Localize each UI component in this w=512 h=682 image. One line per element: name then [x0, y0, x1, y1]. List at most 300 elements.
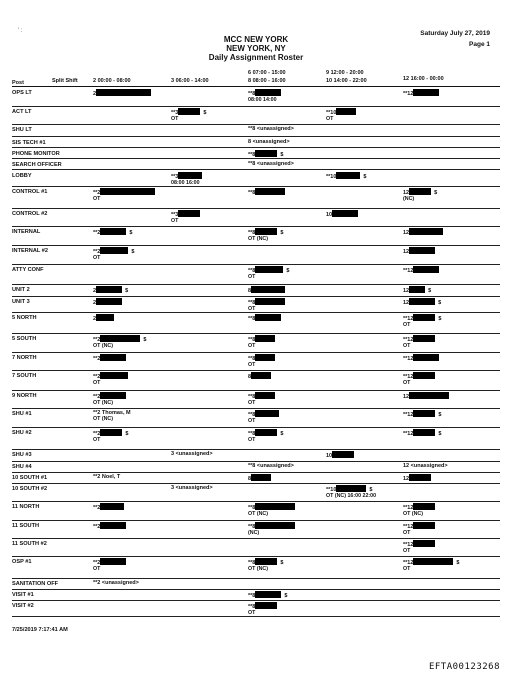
redaction-block [413, 266, 439, 273]
shift-cell [403, 298, 441, 306]
assignment-note: OT [171, 218, 179, 225]
row-divider [12, 284, 500, 285]
col-post: Post [12, 80, 24, 86]
shift-cell [248, 89, 281, 104]
row-divider [12, 556, 500, 557]
assignment-text: **12 [403, 374, 414, 380]
assignment-text: **8 [248, 431, 256, 437]
redaction-block [332, 210, 358, 217]
post-label: VISIT #2 [12, 603, 34, 609]
assignment-text: **8 [248, 560, 256, 566]
redaction-block [413, 335, 435, 342]
assignment-text: **8 [248, 593, 256, 599]
assignment-text: **2 [93, 524, 101, 530]
row-divider [12, 538, 500, 539]
row-divider [12, 208, 500, 209]
assignment-note: OT [171, 116, 179, 123]
col-shift-3: 3 06:00 - 14:00 [171, 78, 209, 84]
redaction-block [251, 286, 285, 293]
post-label: CONTROL #1 [12, 189, 48, 195]
pay-flag: $ [143, 337, 147, 343]
shift-cell [403, 429, 441, 437]
redaction-block [255, 591, 281, 598]
redaction-block [100, 372, 128, 379]
assignment-note: OT (NC) [93, 400, 114, 407]
shift-cell [93, 228, 132, 236]
post-label: SANITATION OFF [12, 581, 59, 587]
shift-cell [403, 266, 439, 274]
shift-cell [93, 372, 128, 387]
post-label: OSP #1 [12, 559, 32, 565]
assignment-text: **2 [93, 431, 101, 437]
shift-cell [93, 335, 146, 350]
post-label: 7 SOUTH [12, 373, 37, 379]
post-label: 11 SOUTH #2 [12, 541, 47, 547]
redaction-block [255, 392, 275, 399]
shift-cell [326, 485, 376, 500]
assignment-note: (NC) [403, 196, 415, 203]
assignment-text: 8 [248, 374, 252, 380]
assignment-note: 08:00 16:00 [171, 180, 200, 187]
redaction-block [100, 188, 155, 195]
row-divider [12, 106, 500, 107]
shift-cell [248, 335, 275, 350]
redaction-block [413, 314, 435, 321]
redaction-block [336, 172, 360, 179]
col-split-shift: Split Shift [52, 78, 78, 84]
facility-name: MCC NEW YORK [223, 35, 289, 44]
redaction-block [255, 503, 295, 510]
assignment-text: **2 [93, 560, 101, 566]
shift-cell [248, 522, 295, 537]
assignment-text: **10 [326, 487, 337, 493]
shift-cell [403, 354, 439, 362]
col-shift-8: 8 08:00 - 16:00 [248, 78, 286, 84]
post-label: 5 NORTH [12, 315, 37, 321]
row-divider [12, 472, 500, 473]
shift-cell [93, 558, 126, 573]
redaction-block [409, 228, 443, 235]
post-label: OPS LT [12, 90, 32, 96]
pay-flag: $ [284, 593, 288, 599]
assignment-note: OT [93, 380, 101, 387]
shift-cell [248, 266, 289, 281]
assignment-note: OT (NC) [248, 511, 269, 518]
redaction-block [413, 354, 439, 361]
shift-cell [248, 126, 294, 132]
assignment-text: **8 [248, 505, 256, 511]
post-label: 11 NORTH [12, 504, 40, 510]
shift-cell [403, 522, 435, 537]
assignment-text: **12 [403, 91, 414, 97]
redaction-block [251, 372, 271, 379]
shift-cell [93, 298, 122, 306]
redaction-block [413, 503, 435, 510]
assignment-text: 12 [403, 190, 410, 196]
post-label: 11 SOUTH [12, 523, 40, 529]
assignment-text: 2 [93, 91, 97, 97]
redaction-block [255, 429, 277, 436]
assignment-note: OT [248, 610, 256, 617]
pay-flag: $ [369, 487, 373, 493]
shift-cell [326, 108, 356, 123]
print-timestamp: 7/25/2019 7:17:41 AM [12, 627, 68, 633]
post-label: 9 NORTH [12, 393, 37, 399]
shift-cell [248, 161, 294, 167]
assignment-text: **2 [93, 337, 101, 343]
shift-cell [248, 503, 295, 518]
shift-cell [171, 485, 213, 491]
post-label: INTERNAL [12, 229, 41, 235]
assignment-note: OT (NC) [93, 343, 114, 350]
shift-cell [403, 474, 431, 482]
redaction-block [332, 451, 354, 458]
row-divider [12, 169, 500, 170]
redaction-block [413, 522, 435, 529]
assignment-note: OT [326, 116, 334, 123]
shift-cell [248, 602, 277, 617]
pay-flag: $ [280, 431, 284, 437]
assignment-note: OT (NC) 16:00 22:00 [326, 493, 377, 500]
assignment-text: **8 [248, 524, 256, 530]
redaction-block [255, 335, 275, 342]
redaction-block [413, 410, 435, 417]
redaction-block [409, 298, 435, 305]
facility-location: NEW YORK, NY [226, 44, 286, 53]
post-label: SIS TECH #1 [12, 140, 46, 146]
redaction-block [255, 410, 279, 417]
assignment-text: **2 Noel, T [93, 474, 121, 480]
col-shift-6: 6 07:00 - 15:00 [248, 70, 286, 76]
post-label: CONTROL #2 [12, 211, 48, 217]
assignment-text: 12 [403, 394, 410, 400]
redaction-block [336, 108, 356, 115]
assignment-text: **2 Thomas, M [93, 410, 131, 416]
shift-cell [326, 210, 358, 218]
pay-flag: $ [129, 230, 133, 236]
assignment-note: OT [248, 437, 256, 444]
shift-cell [248, 139, 290, 145]
document-title: Daily Assignment Roster [208, 53, 304, 62]
redaction-block [413, 558, 453, 565]
assignment-note: OT [403, 380, 411, 387]
assignment-text: **8 [248, 190, 256, 196]
assignment-text: **12 [403, 524, 414, 530]
redaction-block [100, 558, 126, 565]
redaction-block [100, 247, 128, 254]
pay-flag: $ [125, 288, 129, 294]
post-label: INTERNAL #2 [12, 248, 48, 254]
assignment-note: OT [93, 437, 101, 444]
post-label: ATTY CONF [12, 267, 44, 273]
row-divider [12, 186, 500, 187]
assignment-text: **3 [171, 110, 179, 116]
assignment-text: **8 <unassigned> [248, 463, 294, 469]
redaction-block [255, 228, 277, 235]
shift-cell [248, 372, 271, 380]
shift-cell [248, 392, 275, 407]
shift-cell [93, 247, 134, 262]
assignment-note: OT [403, 322, 411, 329]
assignment-text: **12 [403, 542, 414, 548]
shift-cell [403, 558, 459, 573]
redaction-block [255, 298, 285, 305]
pay-flag: $ [280, 152, 284, 158]
assignment-note: OT [248, 306, 256, 313]
assignment-note: 08:00 14:00 [248, 97, 277, 104]
post-label: ACT LT [12, 109, 32, 115]
assignment-text: 3 <unassigned> [171, 451, 213, 457]
redaction-block [255, 354, 275, 361]
redaction-block [413, 429, 435, 436]
assignment-text: 3 <unassigned> [171, 485, 213, 491]
shift-cell [403, 314, 441, 329]
shift-cell [326, 172, 366, 180]
redaction-block [255, 314, 281, 321]
row-divider [12, 461, 500, 462]
pay-flag: $ [456, 560, 460, 566]
col-shift-12: 12 16:00 - 00:00 [403, 76, 444, 82]
redaction-block [178, 172, 202, 179]
shift-cell [93, 522, 126, 530]
assignment-text: **8 [248, 412, 256, 418]
pay-flag: $ [280, 560, 284, 566]
assignment-note: OT (NC) [248, 236, 269, 243]
assignment-text: **2 [93, 249, 101, 255]
assignment-note: OT [93, 196, 101, 203]
col-shift-10: 10 14:00 - 22:00 [326, 78, 367, 84]
row-divider [12, 296, 500, 297]
assignment-text: **12 [403, 412, 414, 418]
post-label: UNIT 2 [12, 287, 30, 293]
assignment-text: **3 [171, 212, 179, 218]
assignment-note: OT [248, 274, 256, 281]
post-label: VISIT #1 [12, 592, 34, 598]
assignment-text: **10 [326, 174, 337, 180]
shift-cell [248, 298, 285, 313]
assignment-text: **8 [248, 268, 256, 274]
redaction-block [413, 89, 439, 96]
assignment-text: **2 <unassigned> [93, 580, 139, 586]
row-divider [12, 589, 500, 590]
assignment-text: 10 [326, 453, 333, 459]
assignment-note: OT [93, 566, 101, 573]
shift-cell [93, 503, 124, 511]
assignment-text: **12 [403, 560, 414, 566]
assignment-text: **12 [403, 337, 414, 343]
assignment-text: **12 [403, 316, 414, 322]
assignment-text: 12 [403, 300, 410, 306]
col-shift-9: 9 12:00 - 20:00 [326, 70, 364, 76]
shift-cell [403, 188, 437, 203]
post-label: SHU #1 [12, 411, 32, 417]
redaction-block [413, 540, 435, 547]
row-divider [12, 578, 500, 579]
post-label: SHU #3 [12, 452, 32, 458]
shift-cell [403, 372, 435, 387]
redaction-block [409, 286, 425, 293]
assignment-text: 8 [248, 476, 252, 482]
assignment-note: (NC) [248, 530, 260, 537]
shift-cell [248, 463, 294, 469]
pay-flag: $ [438, 316, 442, 322]
shift-cell [171, 108, 206, 123]
assignment-note: OT [248, 418, 256, 425]
row-divider [12, 226, 500, 227]
row-divider [12, 333, 500, 334]
redaction-block [255, 150, 277, 157]
redaction-block [255, 558, 277, 565]
assignment-text: **8 <unassigned> [248, 126, 294, 132]
redaction-block [178, 108, 200, 115]
shift-cell [93, 474, 120, 480]
assignment-note: OT [248, 343, 256, 350]
redaction-block [96, 298, 122, 305]
assignment-note: OT (NC) [248, 566, 269, 573]
shift-cell [403, 392, 449, 400]
assignment-text: **12 [403, 268, 414, 274]
assignment-text: **8 <unassigned> [248, 161, 294, 167]
shift-cell [403, 286, 431, 294]
assignment-text: 12 <unassigned> [403, 463, 448, 469]
row-divider [12, 408, 500, 409]
assignment-text: **10 [326, 110, 337, 116]
row-divider [12, 501, 500, 502]
shift-cell [93, 188, 155, 203]
assignment-note: OT [403, 530, 411, 537]
assignment-text: 2 [93, 288, 97, 294]
post-label: SEARCH OFFICER [12, 162, 62, 168]
post-label: SHU #2 [12, 430, 32, 436]
assignment-text: 12 [403, 230, 410, 236]
redaction-block [336, 485, 366, 492]
assignment-text: **2 [93, 374, 101, 380]
assignment-text: **8 [248, 394, 256, 400]
pay-flag: $ [125, 431, 129, 437]
row-divider [12, 390, 500, 391]
assignment-text: 12 [403, 288, 410, 294]
assignment-note: OT [93, 255, 101, 262]
assignment-text: **2 [93, 190, 101, 196]
assignment-text: **2 [93, 505, 101, 511]
assignment-text: **8 [248, 316, 256, 322]
shift-cell [93, 580, 139, 586]
pay-flag: $ [438, 412, 442, 418]
shift-cell [403, 89, 439, 97]
shift-cell [93, 89, 151, 97]
post-label: UNIT 3 [12, 299, 30, 305]
page-number: Page 1 [469, 41, 490, 48]
redaction-block [413, 372, 435, 379]
assignment-text: **8 [248, 230, 256, 236]
redaction-block [409, 474, 431, 481]
assignment-text: **2 [93, 356, 101, 362]
redaction-block [255, 266, 283, 273]
shift-cell [248, 354, 275, 369]
assignment-note: OT [248, 362, 256, 369]
redaction-block [96, 89, 151, 96]
redaction-block [100, 228, 126, 235]
shift-cell [248, 410, 279, 425]
assignment-text: **3 [171, 174, 179, 180]
assignment-text: 12 [403, 249, 410, 255]
assignment-note: OT [403, 343, 411, 350]
row-divider [12, 124, 500, 125]
assignment-text: 8 [248, 288, 252, 294]
assignment-text: **8 [248, 337, 256, 343]
pay-flag: $ [280, 230, 284, 236]
shift-cell [93, 354, 126, 362]
pay-flag: $ [203, 110, 207, 116]
redaction-block [251, 474, 271, 481]
pay-flag: $ [438, 300, 442, 306]
row-divider [12, 147, 500, 148]
shift-cell [171, 451, 213, 457]
shift-cell [248, 591, 287, 599]
shift-cell [403, 410, 441, 418]
assignment-text: **8 [248, 152, 256, 158]
shift-cell [93, 286, 128, 294]
post-label: 10 SOUTH #2 [12, 486, 48, 492]
assignment-note: OT [403, 566, 411, 573]
row-divider [12, 600, 500, 601]
assignment-text: **8 [248, 91, 256, 97]
redaction-block [255, 602, 277, 609]
shift-cell [248, 314, 281, 322]
row-divider [12, 520, 500, 521]
shift-cell [403, 335, 435, 350]
redaction-block [409, 247, 435, 254]
shift-cell [403, 503, 435, 518]
post-label: 10 SOUTH #1 [12, 475, 48, 481]
pay-flag: $ [363, 174, 367, 180]
shift-cell [93, 392, 126, 407]
assignment-text: **12 [403, 505, 414, 511]
assignment-text: **8 [248, 300, 256, 306]
pay-flag: $ [434, 190, 438, 196]
redaction-block [255, 522, 295, 529]
redaction-block [255, 188, 285, 195]
row-divider [12, 352, 500, 353]
shift-cell [326, 451, 354, 459]
shift-cell [248, 150, 283, 158]
post-label: 7 NORTH [12, 355, 37, 361]
row-divider [12, 427, 500, 428]
scan-marks: ' : [18, 28, 23, 34]
roster-date: Saturday July 27, 2019 [420, 30, 490, 37]
redaction-block [100, 429, 122, 436]
shift-cell [248, 474, 271, 482]
pay-flag: $ [131, 249, 135, 255]
row-divider [12, 370, 500, 371]
row-divider [12, 264, 500, 265]
shift-cell [248, 188, 285, 196]
row-divider [12, 245, 500, 246]
post-label: PHONE MONITOR [12, 151, 60, 157]
assignment-note: OT [248, 400, 256, 407]
post-label: SHU LT [12, 127, 32, 133]
assignment-note: OT (NC) [93, 416, 114, 423]
assignment-text: 12 [403, 476, 410, 482]
post-label: 5 SOUTH [12, 336, 37, 342]
assignment-note: OT [403, 548, 411, 555]
shift-cell [171, 210, 200, 225]
row-divider [12, 449, 500, 450]
redaction-block [96, 286, 122, 293]
col-shift-2: 2 00:00 - 08:00 [93, 78, 131, 84]
shift-cell [248, 286, 285, 294]
pay-flag: $ [286, 268, 290, 274]
